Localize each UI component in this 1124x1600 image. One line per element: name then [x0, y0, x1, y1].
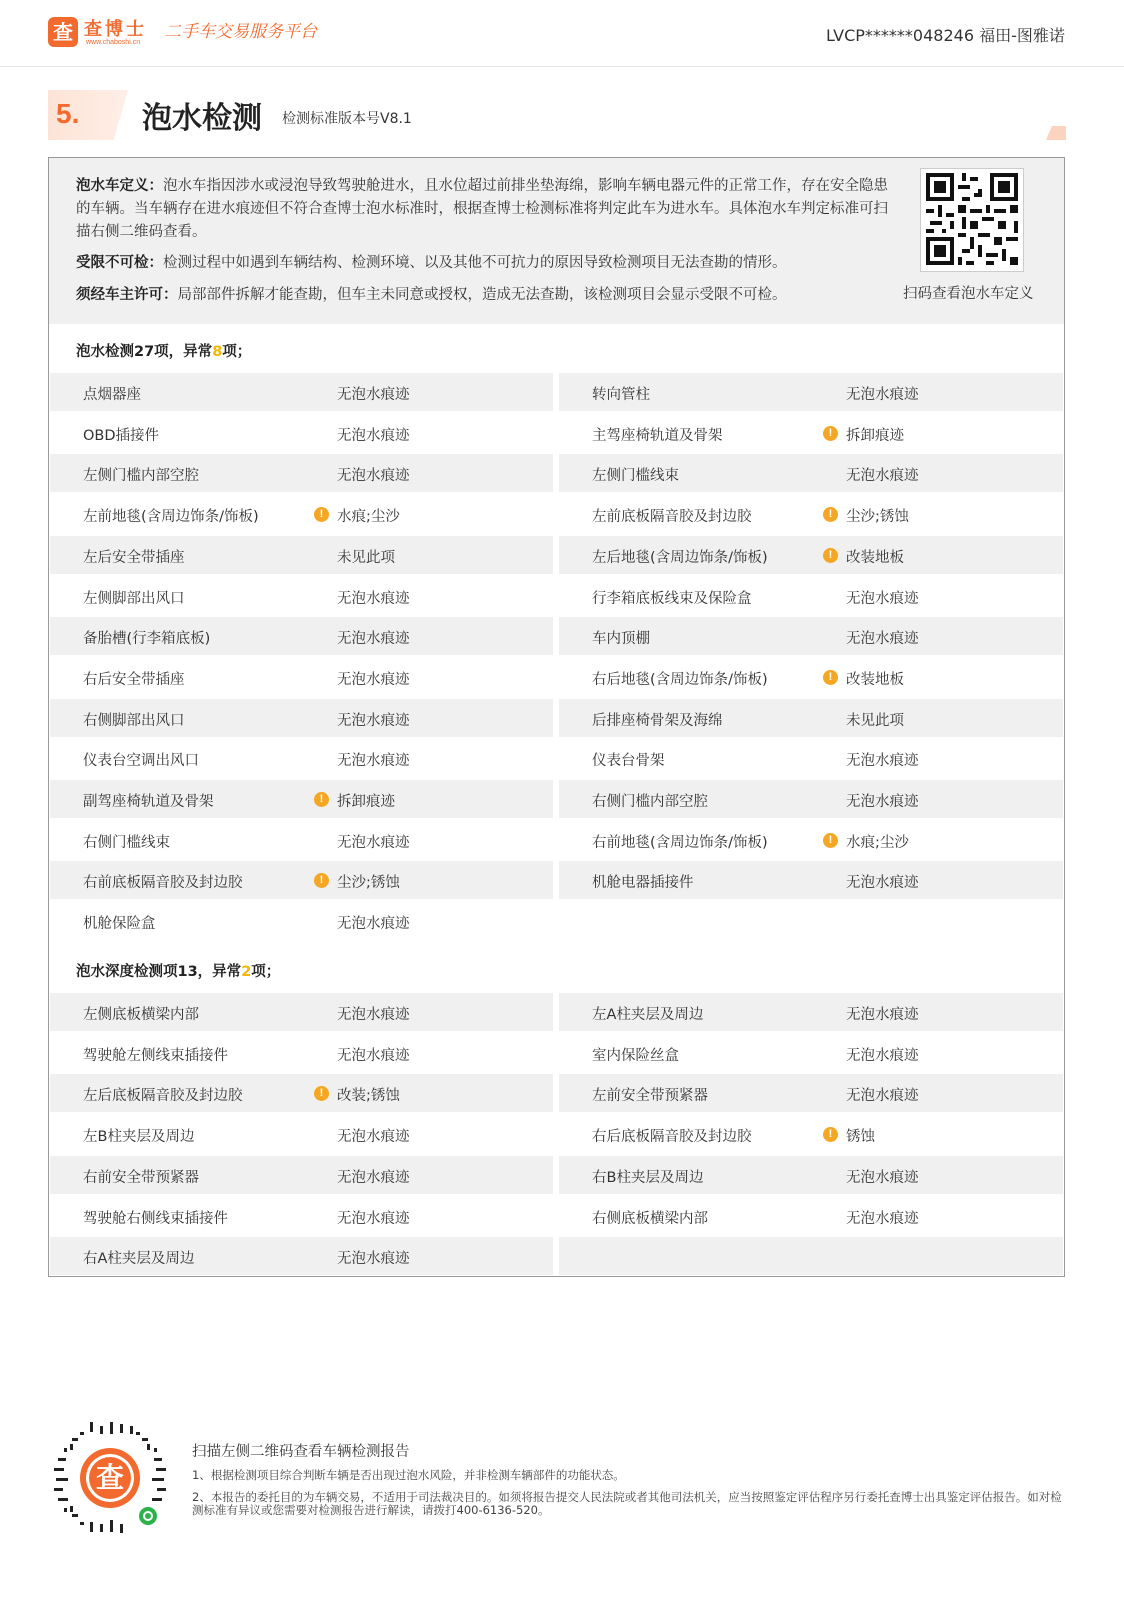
item-name: 右A柱夹层及周边 — [83, 1251, 195, 1268]
inspection-item — [559, 993, 1063, 1031]
table-row — [50, 577, 1063, 615]
item-result: 无泡水痕迹 — [846, 753, 919, 770]
definition-restricted: 受限不可检：检测过程中如遇到车辆结构、检测环境、以及其他不可抗力的原因导致检测项目无法查勘的情形。 — [76, 255, 787, 271]
item-name: 左前地毯(含周边饰条/饰板) — [83, 509, 259, 526]
item-name: 左前底板隔音胶及封边胶 — [592, 509, 752, 526]
item-result: 改装地板 — [846, 549, 904, 566]
item-name: 右后安全带插座 — [83, 671, 185, 688]
inspection-item — [50, 699, 553, 737]
warning-icon: ! — [823, 833, 838, 848]
item-name: 右侧脚部出风口 — [83, 712, 185, 729]
item-result: 无泡水痕迹 — [846, 875, 919, 892]
inspection-item — [559, 1237, 1063, 1275]
table-row — [50, 1156, 1063, 1194]
inspection-item — [559, 454, 1063, 492]
item-name: 右前安全带预紧器 — [83, 1169, 199, 1186]
section-title: 泡水检测 — [142, 101, 262, 136]
inspection-item — [50, 1197, 553, 1235]
item-name: 副驾座椅轨道及骨架 — [83, 794, 214, 810]
footer-note-1: 1、根据检测项目综合判断车辆是否出现过泡水风险，并非检测车辆部件的功能状态。 — [192, 1468, 625, 1482]
report-qr-code-icon — [50, 1418, 170, 1538]
table-row — [50, 821, 1063, 859]
item-name: 右前底板隔音胶及封边胶 — [83, 875, 243, 892]
inspection-item — [50, 1237, 553, 1275]
inspection-item — [559, 1034, 1063, 1072]
item-name: 后排座椅骨架及海绵 — [592, 712, 723, 729]
group-title-deep-check: 泡水深度检测项13，异常2项； — [76, 964, 281, 980]
item-result: 无泡水痕迹 — [337, 1210, 410, 1227]
item-result: 无泡水痕迹 — [337, 671, 410, 688]
inspection-item — [559, 617, 1063, 655]
item-result: 无泡水痕迹 — [337, 590, 410, 607]
table-row — [50, 658, 1063, 696]
item-name: 仪表台空调出风口 — [83, 753, 199, 770]
item-result: 无泡水痕迹 — [337, 1047, 410, 1064]
inspection-item — [559, 373, 1063, 411]
item-name: 左侧脚部出风口 — [83, 590, 185, 607]
item-result: 改装地板 — [846, 671, 904, 688]
table-row — [50, 1034, 1063, 1072]
item-result: 尘沙;锈蚀 — [846, 509, 909, 526]
chaboshi-logo-icon: 查 — [48, 17, 78, 47]
item-result: 无泡水痕迹 — [337, 753, 410, 770]
inspection-item — [559, 658, 1063, 696]
table-row — [50, 1197, 1063, 1235]
inspection-item — [50, 1074, 553, 1112]
brand-name: 查博士 — [84, 19, 147, 40]
inspection-item — [50, 536, 553, 574]
item-name: 右前地毯(含周边饰条/饰板) — [592, 834, 768, 851]
warning-icon: ! — [823, 670, 838, 685]
item-name: 左后地毯(含周边饰条/饰板) — [592, 549, 768, 566]
table-row — [50, 454, 1063, 492]
item-result: 无泡水痕迹 — [337, 1007, 410, 1023]
inspection-item — [559, 495, 1063, 533]
warning-icon: ! — [314, 507, 329, 522]
item-name: 左后底板隔音胶及封边胶 — [83, 1088, 243, 1105]
inspection-item — [559, 414, 1063, 452]
inspection-item — [50, 1034, 553, 1072]
item-result: 无泡水痕迹 — [846, 468, 919, 485]
item-name: 机舱电器插接件 — [592, 875, 694, 892]
item-name: 仪表台骨架 — [592, 753, 665, 770]
warning-icon: ! — [314, 1086, 329, 1101]
inspection-item — [50, 495, 553, 533]
item-result: 无泡水痕迹 — [846, 1210, 919, 1227]
item-result: 无泡水痕迹 — [846, 1047, 919, 1064]
item-name: 点烟器座 — [83, 387, 141, 403]
table-row — [50, 993, 1063, 1031]
section-corner-decoration — [1046, 126, 1066, 140]
inspection-item — [559, 1197, 1063, 1235]
inspection-item — [559, 821, 1063, 859]
inspection-item — [50, 861, 553, 899]
table-row — [50, 373, 1063, 411]
item-result: 无泡水痕迹 — [846, 1007, 919, 1023]
item-name: 右后底板隔音胶及封边胶 — [592, 1129, 752, 1146]
group-title-flood-check: 泡水检测27项，异常8项； — [76, 344, 252, 360]
item-name: 车内顶棚 — [592, 631, 650, 648]
item-result: 无泡水痕迹 — [846, 631, 919, 648]
warning-icon: ! — [823, 548, 838, 563]
item-result: 水痕;尘沙 — [337, 509, 400, 526]
brand-slogan: 二手车交易服务平台 — [164, 22, 317, 42]
table-row — [50, 495, 1063, 533]
inspection-item — [50, 821, 553, 859]
item-result: 无泡水痕迹 — [337, 834, 410, 851]
table-row — [50, 1115, 1063, 1153]
item-name: 右侧门槛线束 — [83, 834, 170, 851]
item-name: 左前安全带预紧器 — [592, 1088, 708, 1105]
inspection-item — [559, 1115, 1063, 1153]
item-name: 驾驶舱左侧线束插接件 — [83, 1047, 228, 1064]
table-row — [50, 1237, 1063, 1275]
report-qr-logo-glyph: 查 — [95, 1461, 124, 1494]
inspection-item — [559, 536, 1063, 574]
vin-and-model: LVCP******048246 福田-图雅诺 — [826, 26, 1065, 45]
item-name: OBD插接件 — [83, 427, 160, 444]
inspection-item — [50, 993, 553, 1031]
item-result: 改装;锈蚀 — [337, 1088, 400, 1105]
item-name: 右侧门槛内部空腔 — [592, 794, 708, 810]
definition-qr-code-icon — [920, 168, 1024, 272]
warning-icon: ! — [823, 507, 838, 522]
item-result: 无泡水痕迹 — [846, 590, 919, 607]
item-result: 无泡水痕迹 — [337, 427, 410, 444]
inspection-item — [50, 373, 553, 411]
item-name: 左后安全带插座 — [83, 549, 185, 566]
section-number: 5. — [56, 98, 80, 129]
item-result: 无泡水痕迹 — [337, 1251, 410, 1268]
item-result: 无泡水痕迹 — [337, 916, 410, 933]
item-name: 左侧底板横梁内部 — [83, 1007, 199, 1023]
item-result: 无泡水痕迹 — [337, 631, 410, 648]
item-name: 左侧门槛线束 — [592, 468, 679, 485]
item-name: 转向管柱 — [592, 387, 650, 403]
warning-icon: ! — [823, 426, 838, 441]
item-name: 左B柱夹层及周边 — [83, 1129, 195, 1146]
table-row — [50, 902, 1063, 940]
inspection-item — [50, 617, 553, 655]
warning-icon: ! — [314, 873, 329, 888]
qr-caption: 扫码查看泡水车定义 — [903, 286, 1034, 302]
brand-url: www.chaboshi.cn — [86, 39, 141, 46]
inspection-item — [50, 1156, 553, 1194]
item-result: 未见此项 — [337, 549, 395, 566]
item-result: 无泡水痕迹 — [846, 1169, 919, 1186]
item-name: 右B柱夹层及周边 — [592, 1169, 704, 1186]
table-row — [50, 780, 1063, 818]
warning-icon: ! — [314, 792, 329, 807]
item-name: 右侧底板横梁内部 — [592, 1210, 708, 1227]
inspection-item — [50, 577, 553, 615]
inspection-item — [50, 658, 553, 696]
table-row — [50, 699, 1063, 737]
inspection-item — [50, 414, 553, 452]
item-result: 拆卸痕迹 — [846, 427, 904, 444]
item-result: 无泡水痕迹 — [846, 1088, 919, 1105]
item-result: 拆卸痕迹 — [337, 794, 395, 810]
table-row — [50, 414, 1063, 452]
item-result: 锈蚀 — [846, 1129, 875, 1146]
definition-flooded-car: 泡水车定义：泡水车指因涉水或浸泡导致驾驶舱进水，且水位超过前排坐垫海绵，影响车辆电器元件的正常工作，存在安全隐患的车辆。当车辆存在进水痕迹但不符合查博士泡水标准时，根据查博士检测标准将判定此车为进水车。具体泡水车判定标准可扫描右侧二维码查看。 — [76, 178, 888, 240]
item-result: 无泡水痕迹 — [337, 712, 410, 729]
warning-icon: ! — [823, 1127, 838, 1142]
inspection-item — [559, 902, 1063, 940]
table-row — [50, 861, 1063, 899]
item-result: 无泡水痕迹 — [337, 1169, 410, 1186]
inspection-item — [559, 861, 1063, 899]
item-name: 右后地毯(含周边饰条/饰板) — [592, 671, 768, 688]
item-result: 未见此项 — [846, 712, 904, 729]
item-result: 水痕;尘沙 — [846, 834, 909, 851]
item-name: 备胎槽(行李箱底板) — [83, 631, 211, 648]
item-name: 驾驶舱右侧线束插接件 — [83, 1210, 228, 1227]
footer-note-2: 2、本报告的委托目的为车辆交易，不适用于司法裁决目的。如须将报告提交人民法院或者其他司法机关，应当按照鉴定评估程序另行委托查博士出具鉴定评估报告。如对检测标准有异议或您需要对检测报告进行解读，请拨打400-6136-520。 — [192, 1490, 1062, 1517]
item-result: 尘沙;锈蚀 — [337, 875, 400, 892]
item-result: 无泡水痕迹 — [337, 387, 410, 403]
definition-owner-permission: 须经车主许可：局部部件拆解才能查勘，但车主未同意或授权，造成无法查勘，该检测项目会显示受限不可检。 — [76, 287, 787, 303]
table-row — [50, 536, 1063, 574]
item-result: 无泡水痕迹 — [337, 1129, 410, 1146]
inspection-item — [559, 1074, 1063, 1112]
item-result: 无泡水痕迹 — [846, 794, 919, 810]
table-row — [50, 739, 1063, 777]
inspection-item — [50, 1115, 553, 1153]
item-name: 机舱保险盒 — [83, 916, 156, 933]
item-result: 无泡水痕迹 — [337, 468, 410, 485]
inspection-item — [559, 1156, 1063, 1194]
inspection-item — [559, 699, 1063, 737]
footer-title: 扫描左侧二维码查看车辆检测报告 — [192, 1444, 410, 1460]
table-row — [50, 617, 1063, 655]
inspection-item — [50, 780, 553, 818]
item-result: 无泡水痕迹 — [846, 387, 919, 403]
item-name: 左A柱夹层及周边 — [592, 1007, 704, 1023]
inspection-item — [559, 739, 1063, 777]
table-row — [50, 1074, 1063, 1112]
inspection-item — [559, 780, 1063, 818]
item-name: 左侧门槛内部空腔 — [83, 468, 199, 485]
item-name: 行李箱底板线束及保险盒 — [592, 590, 752, 607]
inspection-item — [50, 454, 553, 492]
item-name: 主驾座椅轨道及骨架 — [592, 427, 723, 444]
inspection-item — [50, 902, 553, 940]
inspection-item — [559, 577, 1063, 615]
inspection-item — [50, 739, 553, 777]
standard-version: 检测标准版本号V8.1 — [282, 111, 412, 127]
item-name: 室内保险丝盒 — [592, 1047, 679, 1064]
